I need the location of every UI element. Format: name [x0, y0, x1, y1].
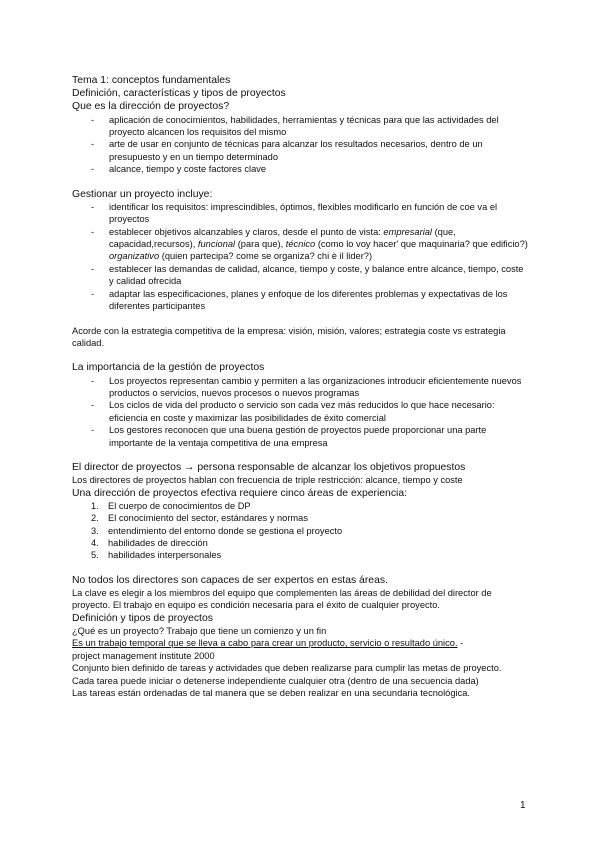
que-es-proyecto: ¿Qué es un proyecto? Trabajo que tiene un comienzo y un fin — [72, 626, 327, 637]
underlined-definition: Es un trabajo temporal que se lleva a cabo para crear un producto, servicio o resultado único. — [72, 638, 458, 649]
acorde-paragraph: Acorde con la estrategia competitiva de la empresa: visión, misión, valores; estrategia coste vs estrategia calidad. — [72, 325, 506, 348]
areas-list — [72, 500, 528, 562]
text-run: (para que), — [235, 239, 286, 250]
text-run: establecer objetivos alcanzables y claros, desde el punto de vista: — [109, 226, 384, 237]
list-item — [91, 500, 528, 512]
list-item — [91, 226, 528, 263]
gestionar-title: Gestionar un proyecto incluye: — [72, 188, 213, 200]
list-item: - alcance, tiempo y coste factores clave — [91, 163, 528, 175]
pmi-source: project management institute 2000 — [72, 650, 215, 661]
list-number: 2. — [91, 513, 99, 524]
conjunto-paragraph: Conjunto bien definido de tareas y actividades que deben realizarse para cumplir las metas de proyecto. — [72, 663, 502, 674]
text-run: (que, capacidad,recursos), — [109, 226, 456, 250]
list-item: - Los ciclos de vida del producto o servicio son cada vez más reducidos lo que hace necesario: eficiencia en coste y maximizar las posibilidades de éxito comercial — [91, 399, 528, 424]
list-item — [91, 537, 528, 549]
list-item — [91, 525, 528, 537]
heading-definicion: Definición, características y tipos de proyectos — [72, 88, 286, 100]
clave-paragraph: La clave es elegir a los miembros del equipo que complementen las áreas de debilidad del director de proyecto. El trabajo en equipo es condición necesaria para el éxito de cualquier proyecto. — [72, 588, 492, 611]
list-item: - Los gestores reconocen que una buena gestión de proyectos puede proporcionar una parte importante de la ventaja competitiva de una empresa — [91, 424, 528, 449]
heading-tema: Tema 1: conceptos fundamentales — [72, 75, 231, 86]
las-tareas-paragraph: Las tareas están ordenadas de tal manera que se deben realizar en una secundaria tecnológica. — [72, 688, 470, 699]
gestionar-list — [72, 201, 528, 313]
director-line-3: Una dirección de proyectos efectiva requiere cinco áreas de experiencia: — [72, 487, 407, 499]
es-un-trabajo — [72, 637, 528, 649]
importancia-title: La importancia de la gestión de proyectos — [72, 362, 265, 374]
page-number: 1 — [520, 800, 526, 811]
director-line-2: Los directores de proyectos hablan con frecuencia de triple restricción: alcance, tiempo y coste — [72, 475, 463, 486]
list-item: - arte de usar en conjunto de técnicas para alcanzar los resultados necesarios, dentro de un presupuesto y en un tiempo determinado — [91, 138, 528, 163]
direccion-list — [72, 114, 528, 176]
no-todos-paragraph: No todos los directores son capaces de ser expertos en estas áreas. — [72, 574, 388, 586]
importancia-list — [72, 375, 528, 449]
list-text: habilidades interpersonales — [108, 550, 222, 561]
list-item: - establecer las demandas de calidad, alcance, tiempo y coste, y balance entre alcance, tiempo, coste y calidad ofrecida — [91, 263, 528, 288]
list-text: habilidades de dirección — [108, 537, 208, 548]
list-item — [91, 512, 528, 524]
text-run-italic: técnico — [285, 239, 316, 250]
list-text: entendimiento del entorno donde se gestiona el proyecto — [108, 525, 343, 536]
list-number: 5. — [91, 550, 99, 561]
text-run: (como lo voy hacer' que maquinaria? que edificio?) — [315, 239, 528, 250]
text-run: - — [457, 638, 464, 649]
list-item: - adaptar las especificaciones, planes y enfoque de los diferentes problemas y expectativas de los diferentes participantes — [91, 288, 528, 313]
director-line-1: El director de proyectos → persona responsable de alcanzar los objetivos propuestos — [72, 461, 466, 473]
list-number: 1. — [91, 500, 99, 511]
text-run-italic: funcional — [197, 239, 236, 250]
text-run: (quien partecipa? come se organiza? chi è il lider?) — [159, 251, 373, 262]
list-text: El conocimiento del sector, estándares y normas — [108, 513, 308, 524]
document-page — [72, 74, 528, 699]
question-direccion: Que es la dirección de proyectos? — [72, 101, 230, 113]
list-item: - Los proyectos representan cambio y permiten a las organizaciones introducir eficientemente nuevos productos o servicios, nuevos procesos o nuevos programas — [91, 375, 528, 400]
list-item: - aplicación de conocimientos, habilidades, herramientas y técnicas para que las actividades del proyecto alcancen los requisitos del mismo — [91, 114, 528, 139]
list-text: El cuerpo de conocimientos de DP — [108, 500, 251, 511]
list-item — [91, 549, 528, 561]
text-run-italic: empresarial — [383, 226, 432, 237]
cada-tarea-paragraph: Cada tarea puede iniciar o detenerse independiente cualquier otra (dentro de una secuencia dada) — [72, 675, 479, 686]
list-item: - identificar los requisitos: imprescindibles, óptimos, flexibles modificarlo en función de coe va el proyectos — [91, 201, 528, 226]
text-run-italic: organizativo — [109, 251, 160, 262]
definicion-title: Definición y tipos de proyectos — [72, 612, 213, 624]
list-number: 3. — [91, 525, 99, 536]
list-number: 4. — [91, 537, 99, 548]
